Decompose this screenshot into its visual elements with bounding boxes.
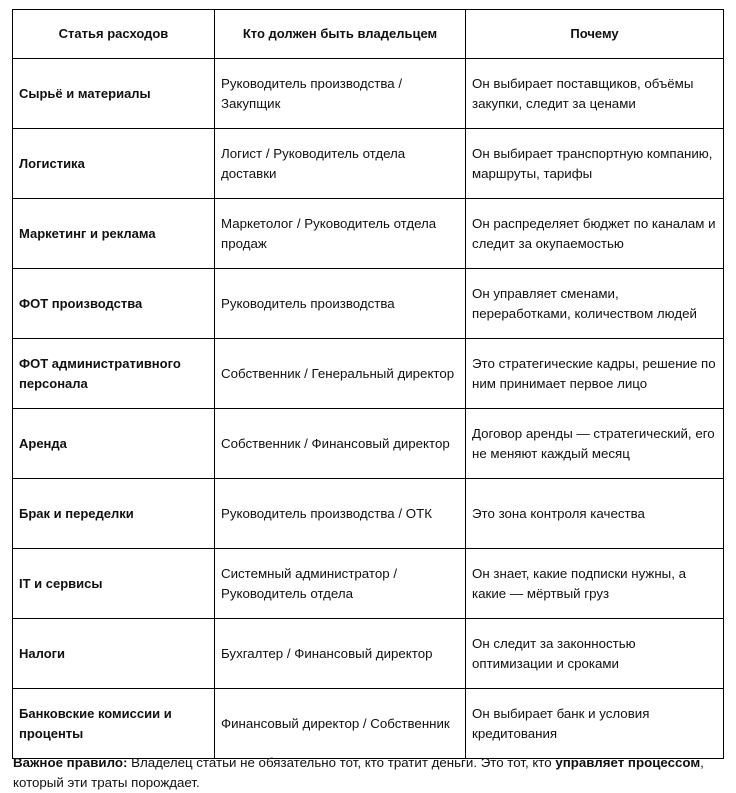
owner-cell: Маркетолог / Руководитель отдела продаж (215, 199, 466, 269)
owner-cell: Логист / Руководитель отдела доставки (215, 129, 466, 199)
expense-item-cell: Аренда (13, 409, 215, 479)
table-row (13, 129, 724, 199)
reason-cell: Он следит за законностью оптимизации и сроками (466, 619, 724, 689)
table-row (13, 479, 724, 549)
reason-cell: Это зона контроля качества (466, 479, 724, 549)
owner-cell: Руководитель производства / Закупщик (215, 59, 466, 129)
expense-item-cell: Сырьё и материалы (13, 59, 215, 129)
owner-cell: Системный администратор / Руководитель отдела (215, 549, 466, 619)
header-expense-item: Статья расходов (13, 10, 215, 59)
important-rule-note (13, 753, 725, 793)
owner-cell: Руководитель производства (215, 269, 466, 339)
header-reason: Почему (466, 10, 724, 59)
table-row (13, 199, 724, 269)
expense-item-cell: IT и сервисы (13, 549, 215, 619)
reason-cell: Договор аренды — стратегический, его не меняют каждый месяц (466, 409, 724, 479)
expense-item-cell: ФОТ административного персонала (13, 339, 215, 409)
note-text-before: Владелец статьи не обязательно тот, кто тратит деньги. Это тот, кто (127, 755, 556, 771)
table-row (13, 409, 724, 479)
owner-cell: Собственник / Генеральный директор (215, 339, 466, 409)
note-label: Важное правило: (13, 755, 128, 771)
reason-cell: Это стратегические кадры, решение по ним принимает первое лицо (466, 339, 724, 409)
table-row (13, 59, 724, 129)
header-owner: Кто должен быть владельцем (215, 10, 466, 59)
reason-cell: Он управляет сменами, переработками, количеством людей (466, 269, 724, 339)
owner-cell: Бухгалтер / Финансовый директор (215, 619, 466, 689)
note-text-after: , который эти траты порождает. (13, 755, 704, 791)
expense-item-cell: Налоги (13, 619, 215, 689)
owner-cell: Руководитель производства / ОТК (215, 479, 466, 549)
table-row (13, 269, 724, 339)
table-row (13, 689, 724, 759)
expense-item-cell: ФОТ производства (13, 269, 215, 339)
table-row (13, 549, 724, 619)
table-header-row (13, 10, 724, 59)
note-emphasis: управляет процессом (555, 755, 701, 771)
expense-item-cell: Брак и переделки (13, 479, 215, 549)
reason-cell: Он распределяет бюджет по каналам и следит за окупаемостью (466, 199, 724, 269)
owner-cell: Собственник / Финансовый директор (215, 409, 466, 479)
reason-cell: Он выбирает транспортную компанию, маршруты, тарифы (466, 129, 724, 199)
reason-cell: Он выбирает банк и условия кредитования (466, 689, 724, 759)
owner-cell: Финансовый директор / Собственник (215, 689, 466, 759)
expense-owners-table (12, 9, 724, 759)
expense-item-cell: Маркетинг и реклама (13, 199, 215, 269)
reason-cell: Он знает, какие подписки нужны, а какие — мёртвый груз (466, 549, 724, 619)
reason-cell: Он выбирает поставщиков, объёмы закупки, следит за ценами (466, 59, 724, 129)
table-row (13, 339, 724, 409)
expense-item-cell: Банковские комиссии и проценты (13, 689, 215, 759)
expense-item-cell: Логистика (13, 129, 215, 199)
table-row (13, 619, 724, 689)
